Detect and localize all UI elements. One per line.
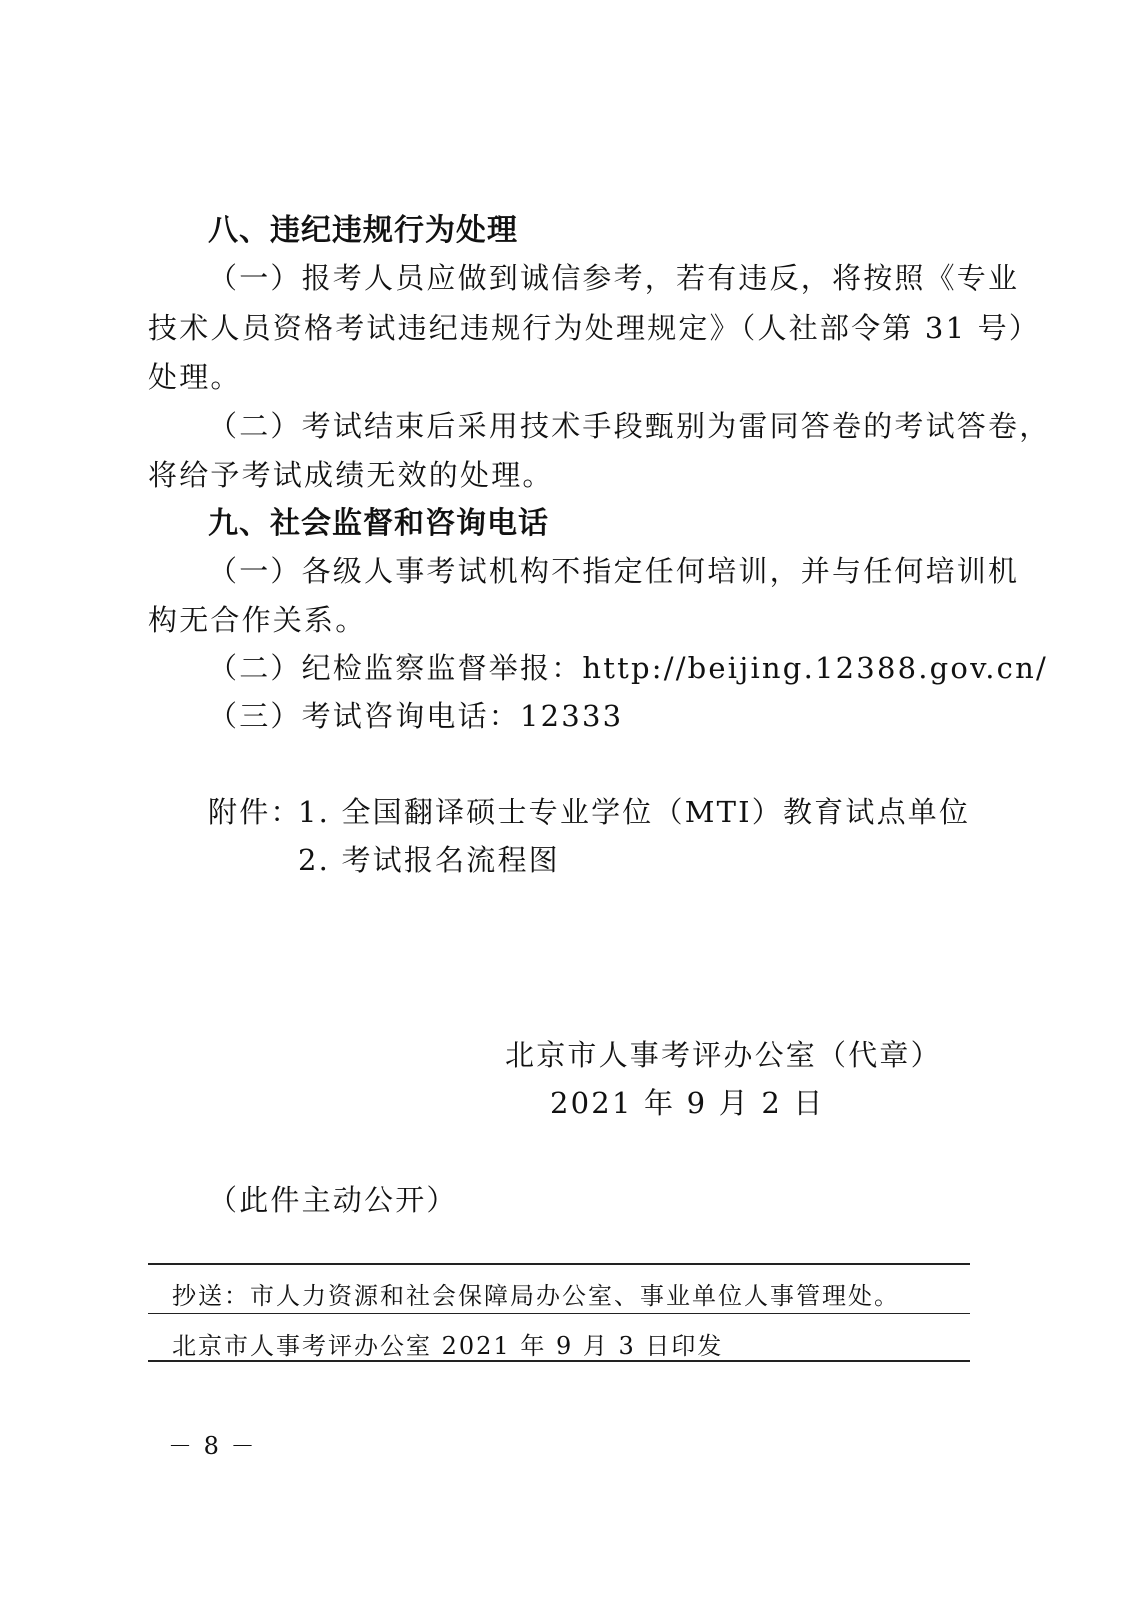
page-number: － 8 － [168, 1432, 257, 1460]
attachment-item-2: 2. 考试报名流程图 [298, 843, 560, 877]
disclosure-note: （此件主动公开） [208, 1183, 458, 1217]
section-8-item-1-line-3: 处理。 [148, 360, 242, 394]
section-8-heading: 八、违纪违规行为处理 [208, 213, 518, 248]
attachment-item-1: 1. 全国翻译硕士专业学位（MTI）教育试点单位 [298, 795, 971, 829]
section-8-item-2-line-2: 将给予考试成绩无效的处理。 [148, 458, 554, 492]
section-9-item-1-line-1: （一）各级人事考试机构不指定任何培训，并与任何培训机 [208, 554, 1020, 588]
footer-bottom-rule [148, 1360, 970, 1362]
section-8-item-1-line-2: 技术人员资格考试违纪违规行为处理规定》（人社部令第 31 号） [148, 311, 1041, 345]
footer-top-rule [148, 1263, 970, 1265]
signature-date: 2021 年 9 月 2 日 [550, 1086, 825, 1120]
section-9-item-1-line-2: 构无合作关系。 [148, 603, 367, 637]
issued-line: 北京市人事考评办公室 2021 年 9 月 3 日印发 [172, 1332, 724, 1360]
section-8-item-2-line-1: （二）考试结束后采用技术手段甄别为雷同答卷的考试答卷， [208, 409, 1051, 443]
section-9-item-3-hotline: （三）考试咨询电话：12333 [208, 699, 624, 733]
footer-middle-rule [148, 1313, 970, 1314]
section-9-item-2-report: （二）纪检监察监督举报：http://beijing.12388.gov.cn/ [208, 651, 1048, 685]
cc-line: 抄送：市人力资源和社会保障局办公室、事业单位人事管理处。 [172, 1282, 900, 1310]
section-9-heading: 九、社会监督和咨询电话 [208, 506, 549, 541]
attachments-label: 附件： [208, 795, 302, 829]
section-8-item-1-line-1: （一）报考人员应做到诚信参考，若有违反，将按照《专业 [208, 261, 1020, 295]
signature-organization: 北京市人事考评办公室（代章） [505, 1038, 942, 1072]
